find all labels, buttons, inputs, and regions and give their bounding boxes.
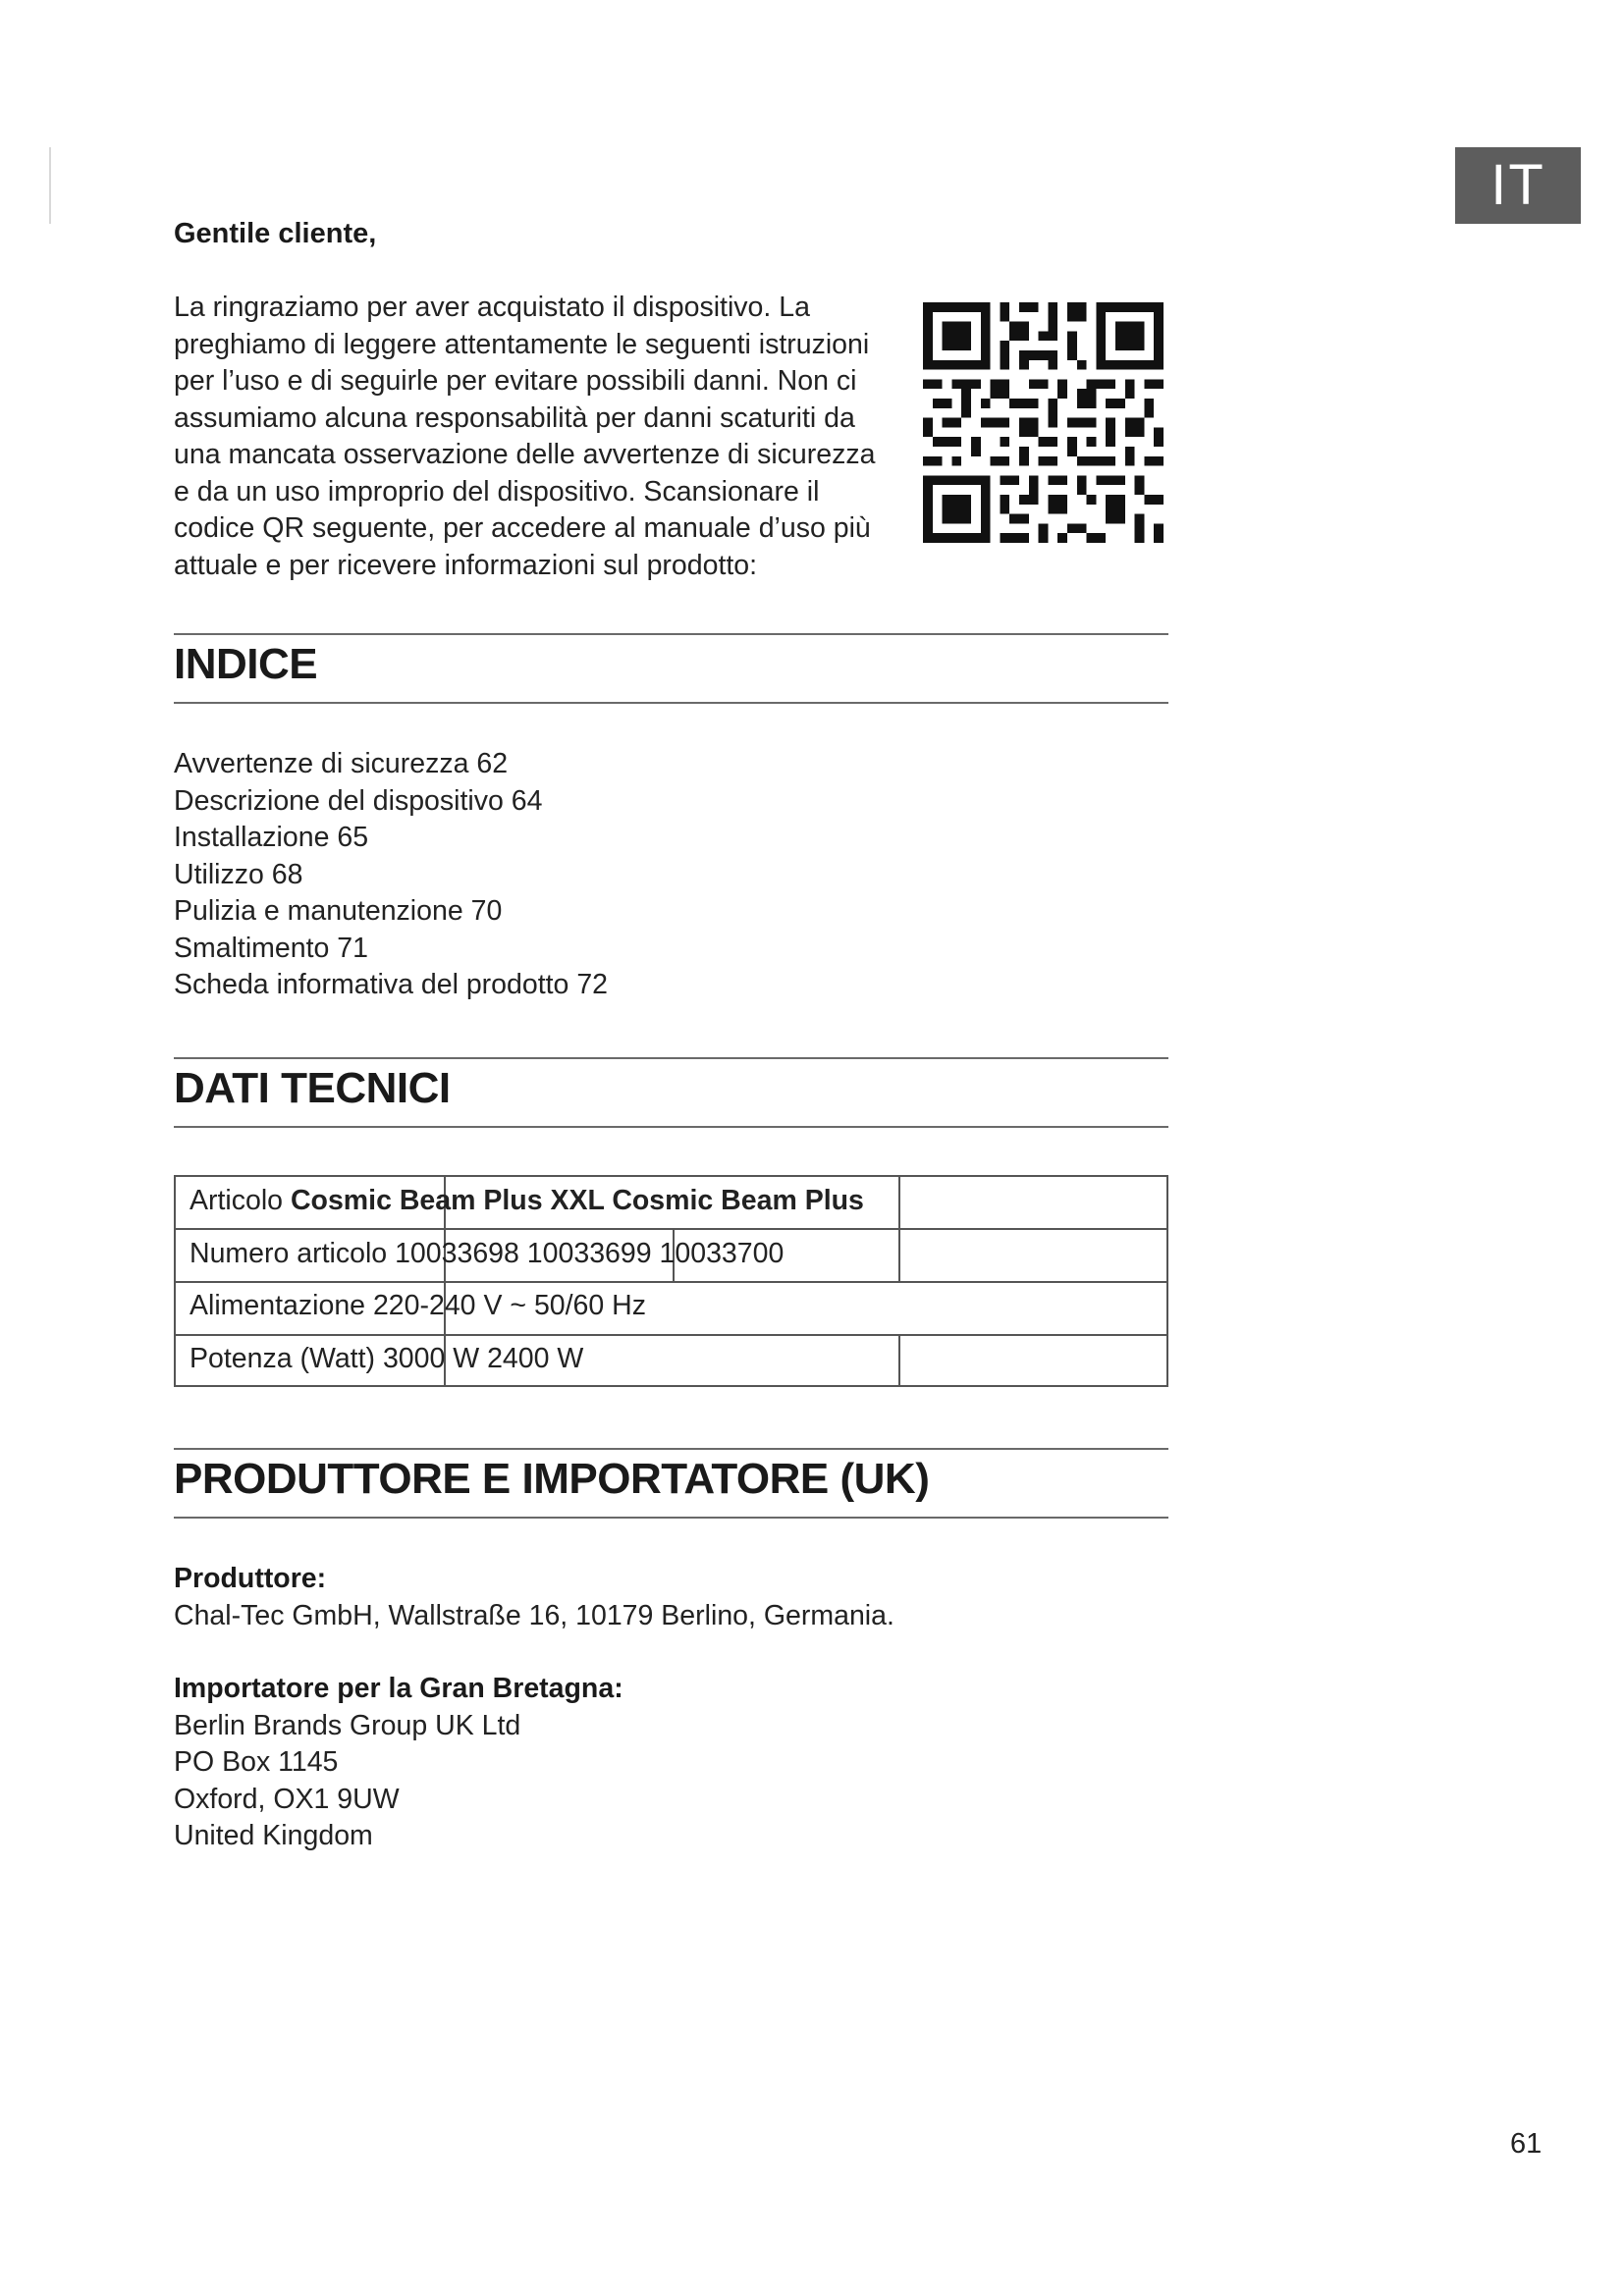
- spec-label: Numero articolo: [189, 1238, 388, 1269]
- table-row-divider: [176, 1281, 1166, 1283]
- spec-value: Cosmic Beam Plus XXL Cosmic Beam Plus: [290, 1185, 864, 1216]
- importer-line: Berlin Brands Group UK Ltd: [174, 1709, 521, 1741]
- intro-line: e da un uso improprio del dispositivo. Scansionare il: [174, 475, 820, 507]
- importer-line: Oxford, OX1 9UW: [174, 1783, 400, 1815]
- section-rule: [174, 1057, 1168, 1059]
- importer-line: PO Box 1145: [174, 1746, 339, 1778]
- toc-item[interactable]: Utilizzo 68: [174, 858, 303, 890]
- spec-label: Alimentazione: [189, 1290, 366, 1321]
- language-tab: IT: [1455, 147, 1581, 224]
- table-of-contents: [174, 746, 608, 1004]
- toc-item[interactable]: Smaltimento 71: [174, 932, 369, 964]
- tech-title: DATI TECNICI: [174, 1064, 451, 1112]
- intro-line: preghiamo di leggere attentamente le seguenti istruzioni: [174, 328, 870, 360]
- intro-line: una mancata osservazione delle avvertenze di sicurezza: [174, 439, 876, 470]
- table-col-divider: [898, 1177, 900, 1281]
- page-number: 61: [1510, 2128, 1543, 2160]
- table-row: [189, 1185, 864, 1217]
- table-row-divider: [176, 1334, 1166, 1336]
- importer-block: [174, 1671, 623, 1855]
- intro-line: codice QR seguente, per accedere al manuale d’uso più: [174, 512, 871, 544]
- toc-item[interactable]: Installazione 65: [174, 822, 369, 853]
- table-row-divider: [176, 1228, 1166, 1230]
- section-rule: [174, 633, 1168, 635]
- table-row: [189, 1238, 784, 1270]
- toc-item[interactable]: Avvertenze di sicurezza 62: [174, 748, 509, 779]
- intro-line: assumiamo alcuna responsabilità per danni scaturiti da: [174, 401, 855, 434]
- greeting: Gentile cliente,: [174, 218, 377, 249]
- intro-line: La ringraziamo per aver acquistato il dispositivo. La: [174, 292, 810, 323]
- index-title: INDICE: [174, 640, 318, 688]
- producer-title: PRODUTTORE E IMPORTATORE (UK): [174, 1455, 930, 1503]
- manufacturer-label: Produttore:: [174, 1563, 327, 1594]
- section-rule: [174, 1126, 1168, 1128]
- importer-line: United Kingdom: [174, 1820, 373, 1851]
- manufacturer-block: [174, 1561, 894, 1634]
- section-rule: [174, 1517, 1168, 1519]
- manufacturer-address: Chal-Tec GmbH, Wallstraße 16, 10179 Berlino, Germania.: [174, 1599, 894, 1631]
- spec-label: Potenza (Watt): [189, 1343, 376, 1374]
- spec-value: 3000 W 2400 W: [382, 1343, 584, 1374]
- spec-value: 220-240 V ~ 50/60 Hz: [372, 1290, 647, 1321]
- table-row: [189, 1343, 583, 1375]
- table-row: [189, 1290, 646, 1322]
- margin-marker: [49, 147, 51, 224]
- intro-line: per l’uso e di seguirle per evitare possibili danni. Non ci: [174, 365, 857, 397]
- section-rule: [174, 1448, 1168, 1450]
- intro-line: attuale e per ricevere informazioni sul prodotto:: [174, 549, 758, 581]
- section-rule: [174, 702, 1168, 704]
- intro-paragraph: [174, 290, 888, 584]
- spec-label: Articolo: [189, 1185, 284, 1216]
- toc-item[interactable]: Pulizia e manutenzione 70: [174, 895, 503, 927]
- toc-item[interactable]: Scheda informativa del prodotto 72: [174, 969, 609, 1000]
- table-col-divider: [898, 1334, 900, 1385]
- qr-code-icon[interactable]: [923, 302, 1164, 543]
- spec-value: 10033698 10033699 10033700: [395, 1238, 785, 1269]
- importer-label: Importatore per la Gran Bretagna:: [174, 1673, 623, 1704]
- toc-item[interactable]: Descrizione del dispositivo 64: [174, 784, 543, 817]
- tech-specs-table: [174, 1175, 1168, 1387]
